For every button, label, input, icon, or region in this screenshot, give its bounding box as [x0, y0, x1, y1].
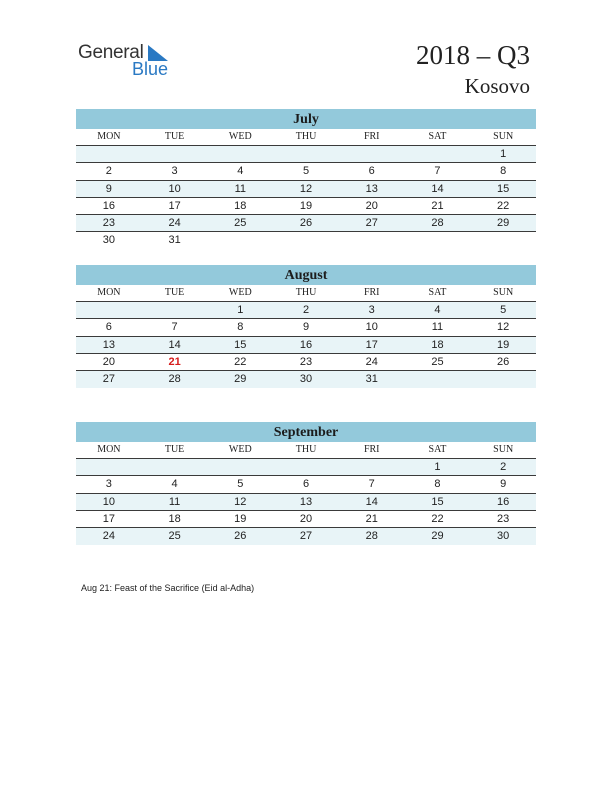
day-cell	[76, 146, 142, 162]
day-cell: 11	[234, 182, 246, 195]
day-cell: 7	[368, 478, 375, 491]
day-cell: 27	[299, 530, 313, 543]
day-cell: 2	[302, 304, 310, 316]
weekday-label: THU	[295, 131, 317, 142]
week-row	[76, 319, 536, 336]
day-cell: 31	[365, 373, 378, 386]
day-cell: 18	[431, 338, 444, 351]
day-cell	[207, 232, 273, 249]
day-cell	[470, 371, 536, 388]
day-cell: 13	[102, 338, 115, 351]
week-row	[76, 494, 536, 511]
day-cell: 11	[168, 495, 181, 508]
day-cell: 16	[299, 338, 313, 351]
day-cell: 28	[365, 530, 378, 543]
day-cell	[273, 146, 339, 162]
month-name: September	[76, 422, 536, 442]
day-cell: 15	[234, 338, 247, 351]
day-cell: 18	[168, 512, 181, 525]
page-title: 2018 – Q3	[416, 40, 530, 70]
day-cell: 18	[234, 199, 247, 212]
day-cell: 2	[105, 165, 112, 178]
weekday-header-row	[76, 129, 536, 146]
day-cell: 22	[234, 355, 247, 368]
day-cell: 19	[497, 338, 510, 351]
weekday-label: TUE	[164, 444, 185, 455]
day-cell: 10	[102, 495, 115, 508]
day-cell: 19	[299, 199, 313, 212]
day-cell: 5	[500, 304, 507, 316]
day-cell: 9	[500, 478, 507, 491]
day-cell: 8	[434, 478, 441, 491]
day-cell: 27	[365, 217, 378, 230]
month-name: August	[76, 265, 536, 285]
day-cell	[76, 459, 142, 475]
day-cell: 20	[365, 199, 378, 212]
logo-blue-text: Blue	[132, 59, 169, 79]
day-cell: 26	[234, 530, 247, 543]
country-label: Kosovo	[464, 74, 530, 98]
day-cell	[470, 232, 536, 249]
week-row	[76, 337, 536, 354]
day-cell: 28	[168, 373, 181, 386]
day-cell: 29	[497, 217, 510, 230]
day-cell: 23	[299, 355, 313, 368]
day-cell: 9	[105, 182, 112, 195]
weekday-header-row	[76, 285, 536, 302]
day-cell: 6	[368, 165, 375, 178]
day-cell: 7	[434, 165, 441, 178]
day-cell	[207, 459, 273, 475]
day-cell: 27	[102, 373, 115, 386]
week-row	[76, 163, 536, 180]
day-cell: 29	[431, 530, 444, 543]
logo-general-text: General	[78, 42, 144, 63]
week-row	[76, 459, 536, 476]
weekday-label: WED	[228, 444, 252, 455]
day-cell	[76, 302, 142, 318]
day-cell: 6	[105, 321, 112, 334]
day-cell: 1	[237, 304, 244, 316]
month-name: July	[76, 109, 536, 129]
day-cell	[339, 146, 405, 162]
day-cell	[273, 459, 339, 475]
month-calendar-july	[76, 109, 536, 250]
day-cell: 21	[365, 512, 378, 525]
day-cell: 9	[302, 321, 310, 334]
day-cell: 11	[431, 321, 444, 334]
day-cell: 8	[237, 321, 244, 334]
weekday-label: TUE	[164, 131, 185, 142]
week-row	[76, 354, 536, 371]
day-cell: 15	[431, 495, 444, 508]
week-row	[76, 302, 536, 319]
weekday-label: TUE	[164, 287, 185, 298]
day-cell: 30	[299, 373, 313, 386]
weekday-label: SUN	[493, 287, 514, 298]
week-row	[76, 232, 536, 249]
week-row	[76, 476, 536, 493]
day-cell: 28	[431, 217, 444, 230]
weekday-label: THU	[295, 444, 317, 455]
week-row	[76, 511, 536, 528]
day-cell	[273, 232, 339, 249]
day-cell	[207, 146, 273, 162]
month-calendar-august	[76, 265, 536, 388]
day-cell: 29	[234, 373, 247, 386]
day-cell: 21	[431, 199, 444, 212]
day-cell: 25	[431, 355, 444, 368]
day-cell: 10	[168, 182, 181, 195]
day-cell: 30	[102, 234, 115, 247]
day-cell: 25	[234, 217, 247, 230]
weekday-label: SUN	[493, 444, 514, 455]
day-cell: 19	[234, 512, 247, 525]
weekday-label: MON	[97, 444, 121, 455]
day-cell	[405, 232, 471, 249]
day-cell: 16	[102, 199, 115, 212]
weekday-label: MON	[97, 131, 121, 142]
day-cell: 4	[434, 304, 441, 316]
day-cell	[405, 371, 471, 388]
weekday-label: FRI	[363, 287, 380, 298]
day-cell: 20	[102, 355, 115, 368]
day-cell: 2	[500, 461, 507, 473]
holiday-day-cell: 21	[168, 355, 181, 368]
weekday-label: MON	[97, 287, 121, 298]
day-cell: 1	[500, 148, 507, 160]
weekday-label: FRI	[363, 444, 380, 455]
day-cell	[142, 459, 208, 475]
day-cell: 17	[102, 512, 115, 525]
day-cell: 4	[237, 165, 244, 178]
weekday-label: FRI	[363, 131, 380, 142]
day-cell: 4	[171, 478, 178, 491]
week-row	[76, 215, 536, 232]
day-cell: 22	[431, 512, 444, 525]
weekday-label: SAT	[428, 444, 447, 455]
month-calendar-september	[76, 422, 536, 545]
day-cell: 8	[500, 165, 507, 178]
day-cell: 26	[497, 355, 510, 368]
day-cell: 15	[497, 182, 510, 195]
day-cell: 23	[497, 512, 510, 525]
week-row	[76, 371, 536, 388]
day-cell	[405, 146, 471, 162]
generalblue-logo	[78, 42, 178, 82]
day-cell	[339, 232, 405, 249]
day-cell: 17	[168, 199, 181, 212]
weekday-label: WED	[228, 131, 252, 142]
day-cell: 12	[234, 495, 247, 508]
holiday-note: Aug 21: Feast of the Sacrifice (Eid al-Adha)	[81, 583, 255, 593]
day-cell: 5	[302, 165, 310, 178]
day-cell: 6	[302, 478, 310, 491]
day-cell: 14	[431, 182, 444, 195]
day-cell: 10	[365, 321, 378, 334]
weekday-label: WED	[228, 287, 252, 298]
day-cell: 3	[105, 478, 112, 491]
day-cell: 7	[171, 321, 178, 334]
day-cell: 3	[368, 304, 375, 316]
day-cell: 14	[168, 338, 181, 351]
day-cell: 24	[102, 530, 115, 543]
day-cell	[142, 146, 208, 162]
day-cell: 12	[299, 182, 313, 195]
day-cell: 3	[171, 165, 178, 178]
weekday-label: SAT	[428, 131, 447, 142]
week-row	[76, 146, 536, 163]
day-cell: 25	[168, 530, 181, 543]
weekday-label: SAT	[428, 287, 447, 298]
day-cell	[142, 302, 208, 318]
weekday-header-row	[76, 442, 536, 459]
day-cell: 23	[102, 217, 115, 230]
day-cell: 14	[365, 495, 378, 508]
day-cell: 1	[434, 461, 441, 473]
day-cell: 13	[299, 495, 313, 508]
day-cell: 16	[497, 495, 510, 508]
weekday-label: THU	[295, 287, 317, 298]
day-cell: 22	[497, 199, 510, 212]
day-cell: 17	[365, 338, 378, 351]
day-cell: 13	[365, 182, 378, 195]
day-cell	[339, 459, 405, 475]
day-cell: 5	[237, 478, 244, 491]
day-cell: 24	[168, 217, 181, 230]
week-row	[76, 181, 536, 198]
day-cell: 20	[299, 512, 313, 525]
day-cell: 31	[168, 234, 181, 247]
day-cell: 24	[365, 355, 378, 368]
day-cell: 26	[299, 217, 313, 230]
week-row	[76, 528, 536, 545]
day-cell: 12	[497, 321, 510, 334]
day-cell: 30	[497, 530, 510, 543]
weekday-label: SUN	[493, 131, 514, 142]
week-row	[76, 198, 536, 215]
